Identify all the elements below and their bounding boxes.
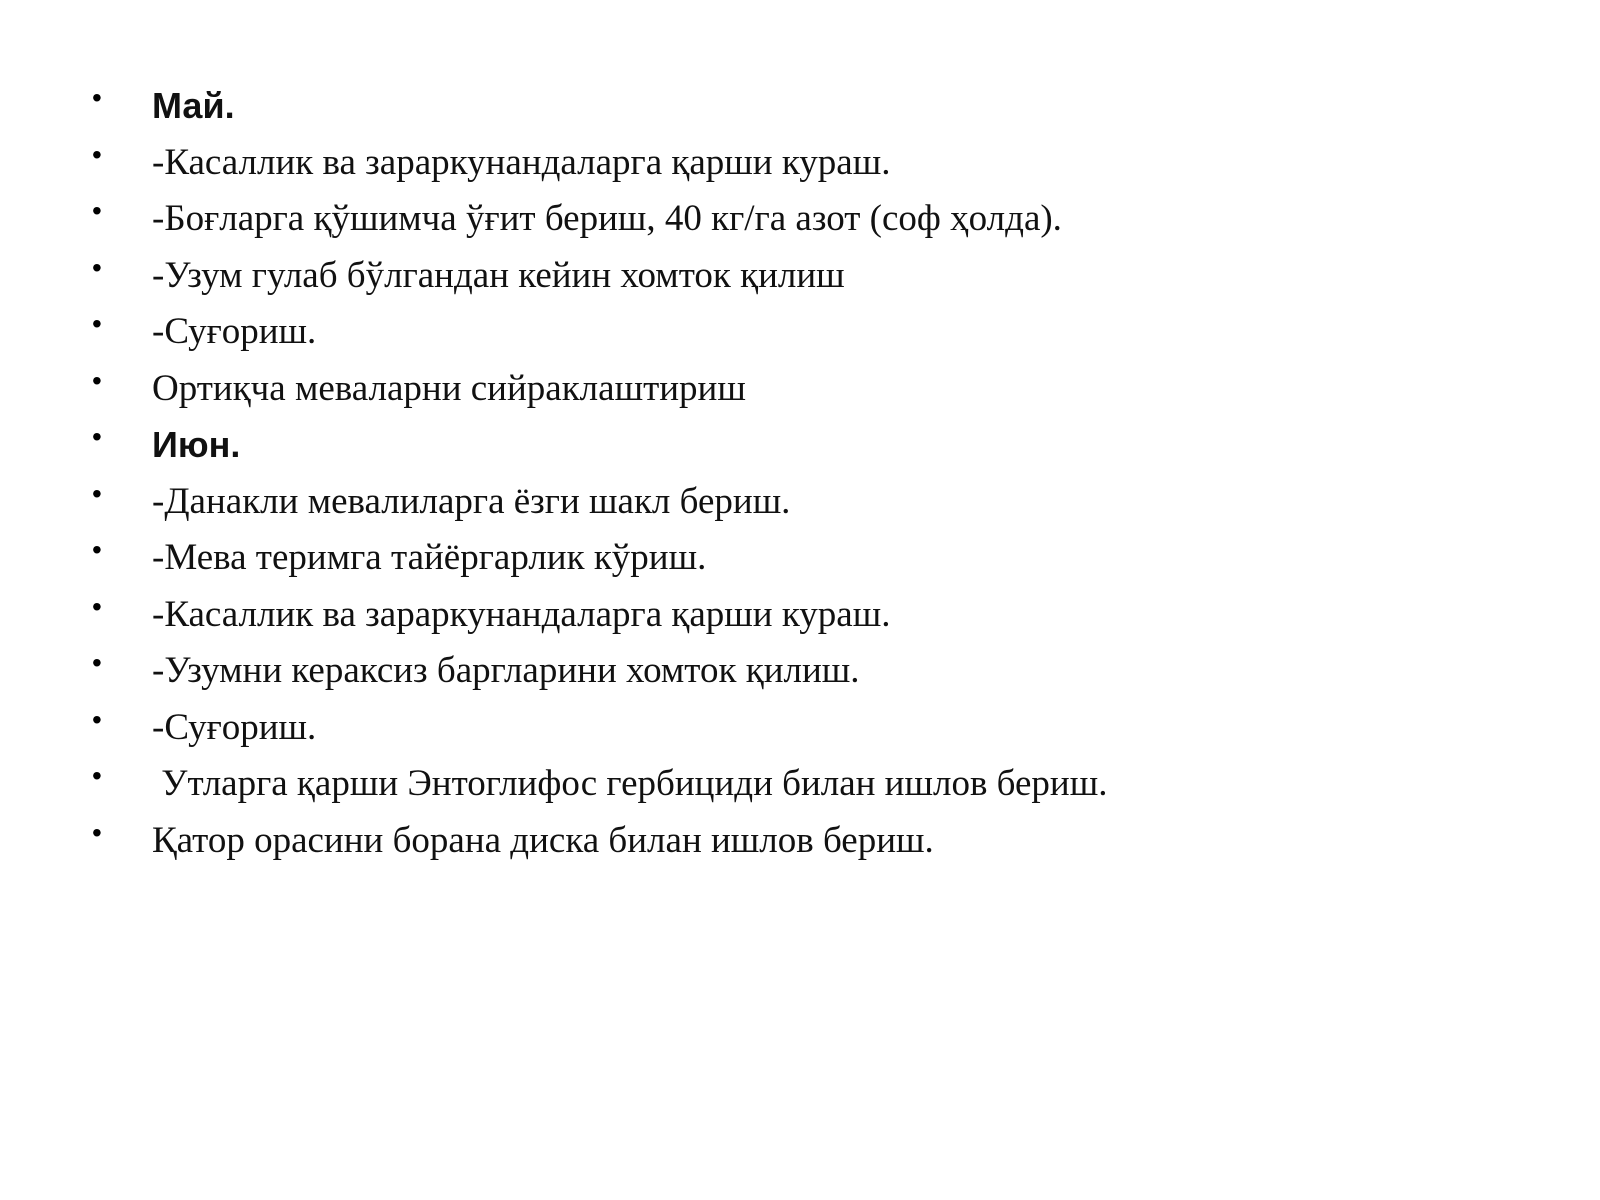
bullet-icon: • [92, 534, 102, 565]
list-item [92, 704, 1532, 761]
bullet-icon: • [92, 590, 102, 622]
list-item [92, 139, 1532, 196]
list-item [92, 195, 1532, 252]
bullet-icon: • [92, 647, 102, 678]
list-item [92, 817, 1532, 874]
bullet-icon: • [92, 477, 102, 509]
list-item-text: -Узум гулаб бўлгандан кейин хомток қилиш [152, 254, 845, 296]
bullet-icon: • [92, 364, 102, 396]
list-item [92, 591, 1532, 648]
list-item-may-heading [92, 82, 1532, 139]
list-item [92, 365, 1532, 422]
list-item-text: -Касаллик ва зараркунандаларга қарши кураш. [152, 593, 891, 635]
bullet-icon: • [92, 308, 102, 339]
bullet-list [92, 82, 1532, 873]
bullet-icon: • [92, 816, 102, 848]
list-item [92, 534, 1532, 591]
bullet-icon: • [92, 251, 102, 283]
list-item-text: -Узумни кераксиз баргларини хомток қилиш. [152, 650, 860, 691]
bullet-icon: • [92, 195, 102, 226]
list-item-text: Қатор орасини борана диска билан ишлов бериш. [152, 819, 934, 861]
list-item-text: -Касаллик ва зараркунандаларга қарши кураш. [152, 141, 891, 183]
list-item [92, 760, 1532, 817]
bullet-icon: • [92, 760, 102, 791]
list-item [92, 478, 1532, 535]
bullet-icon: • [92, 82, 102, 113]
list-item-text: -Данакли мевалиларга ёзги шакл бериш. [152, 480, 791, 522]
list-item-text: -Мева теримга тайёргарлик кўриш. [152, 537, 707, 578]
list-item-text: Утларга қарши Энтоглифос гербициди билан ишлов бериш. [152, 763, 1108, 804]
list-item-text: Ортиқча меваларни сийраклаштириш [152, 367, 746, 409]
bullet-icon: • [92, 138, 102, 170]
list-item-text: -Суғориш. [152, 706, 317, 748]
list-item-june-heading [92, 421, 1532, 478]
list-item [92, 647, 1532, 704]
list-item [92, 252, 1532, 309]
list-item-text: -Суғориш. [152, 311, 317, 352]
list-item [92, 308, 1532, 365]
section-heading-may: Май. [152, 85, 235, 126]
bullet-icon: • [92, 703, 102, 735]
list-item-text: -Боғларга қўшимча ўғит бериш, 40 кг/га азот (соф ҳолда). [152, 198, 1062, 239]
section-heading-june: Июн. [152, 424, 241, 465]
bullet-icon: • [92, 421, 102, 452]
